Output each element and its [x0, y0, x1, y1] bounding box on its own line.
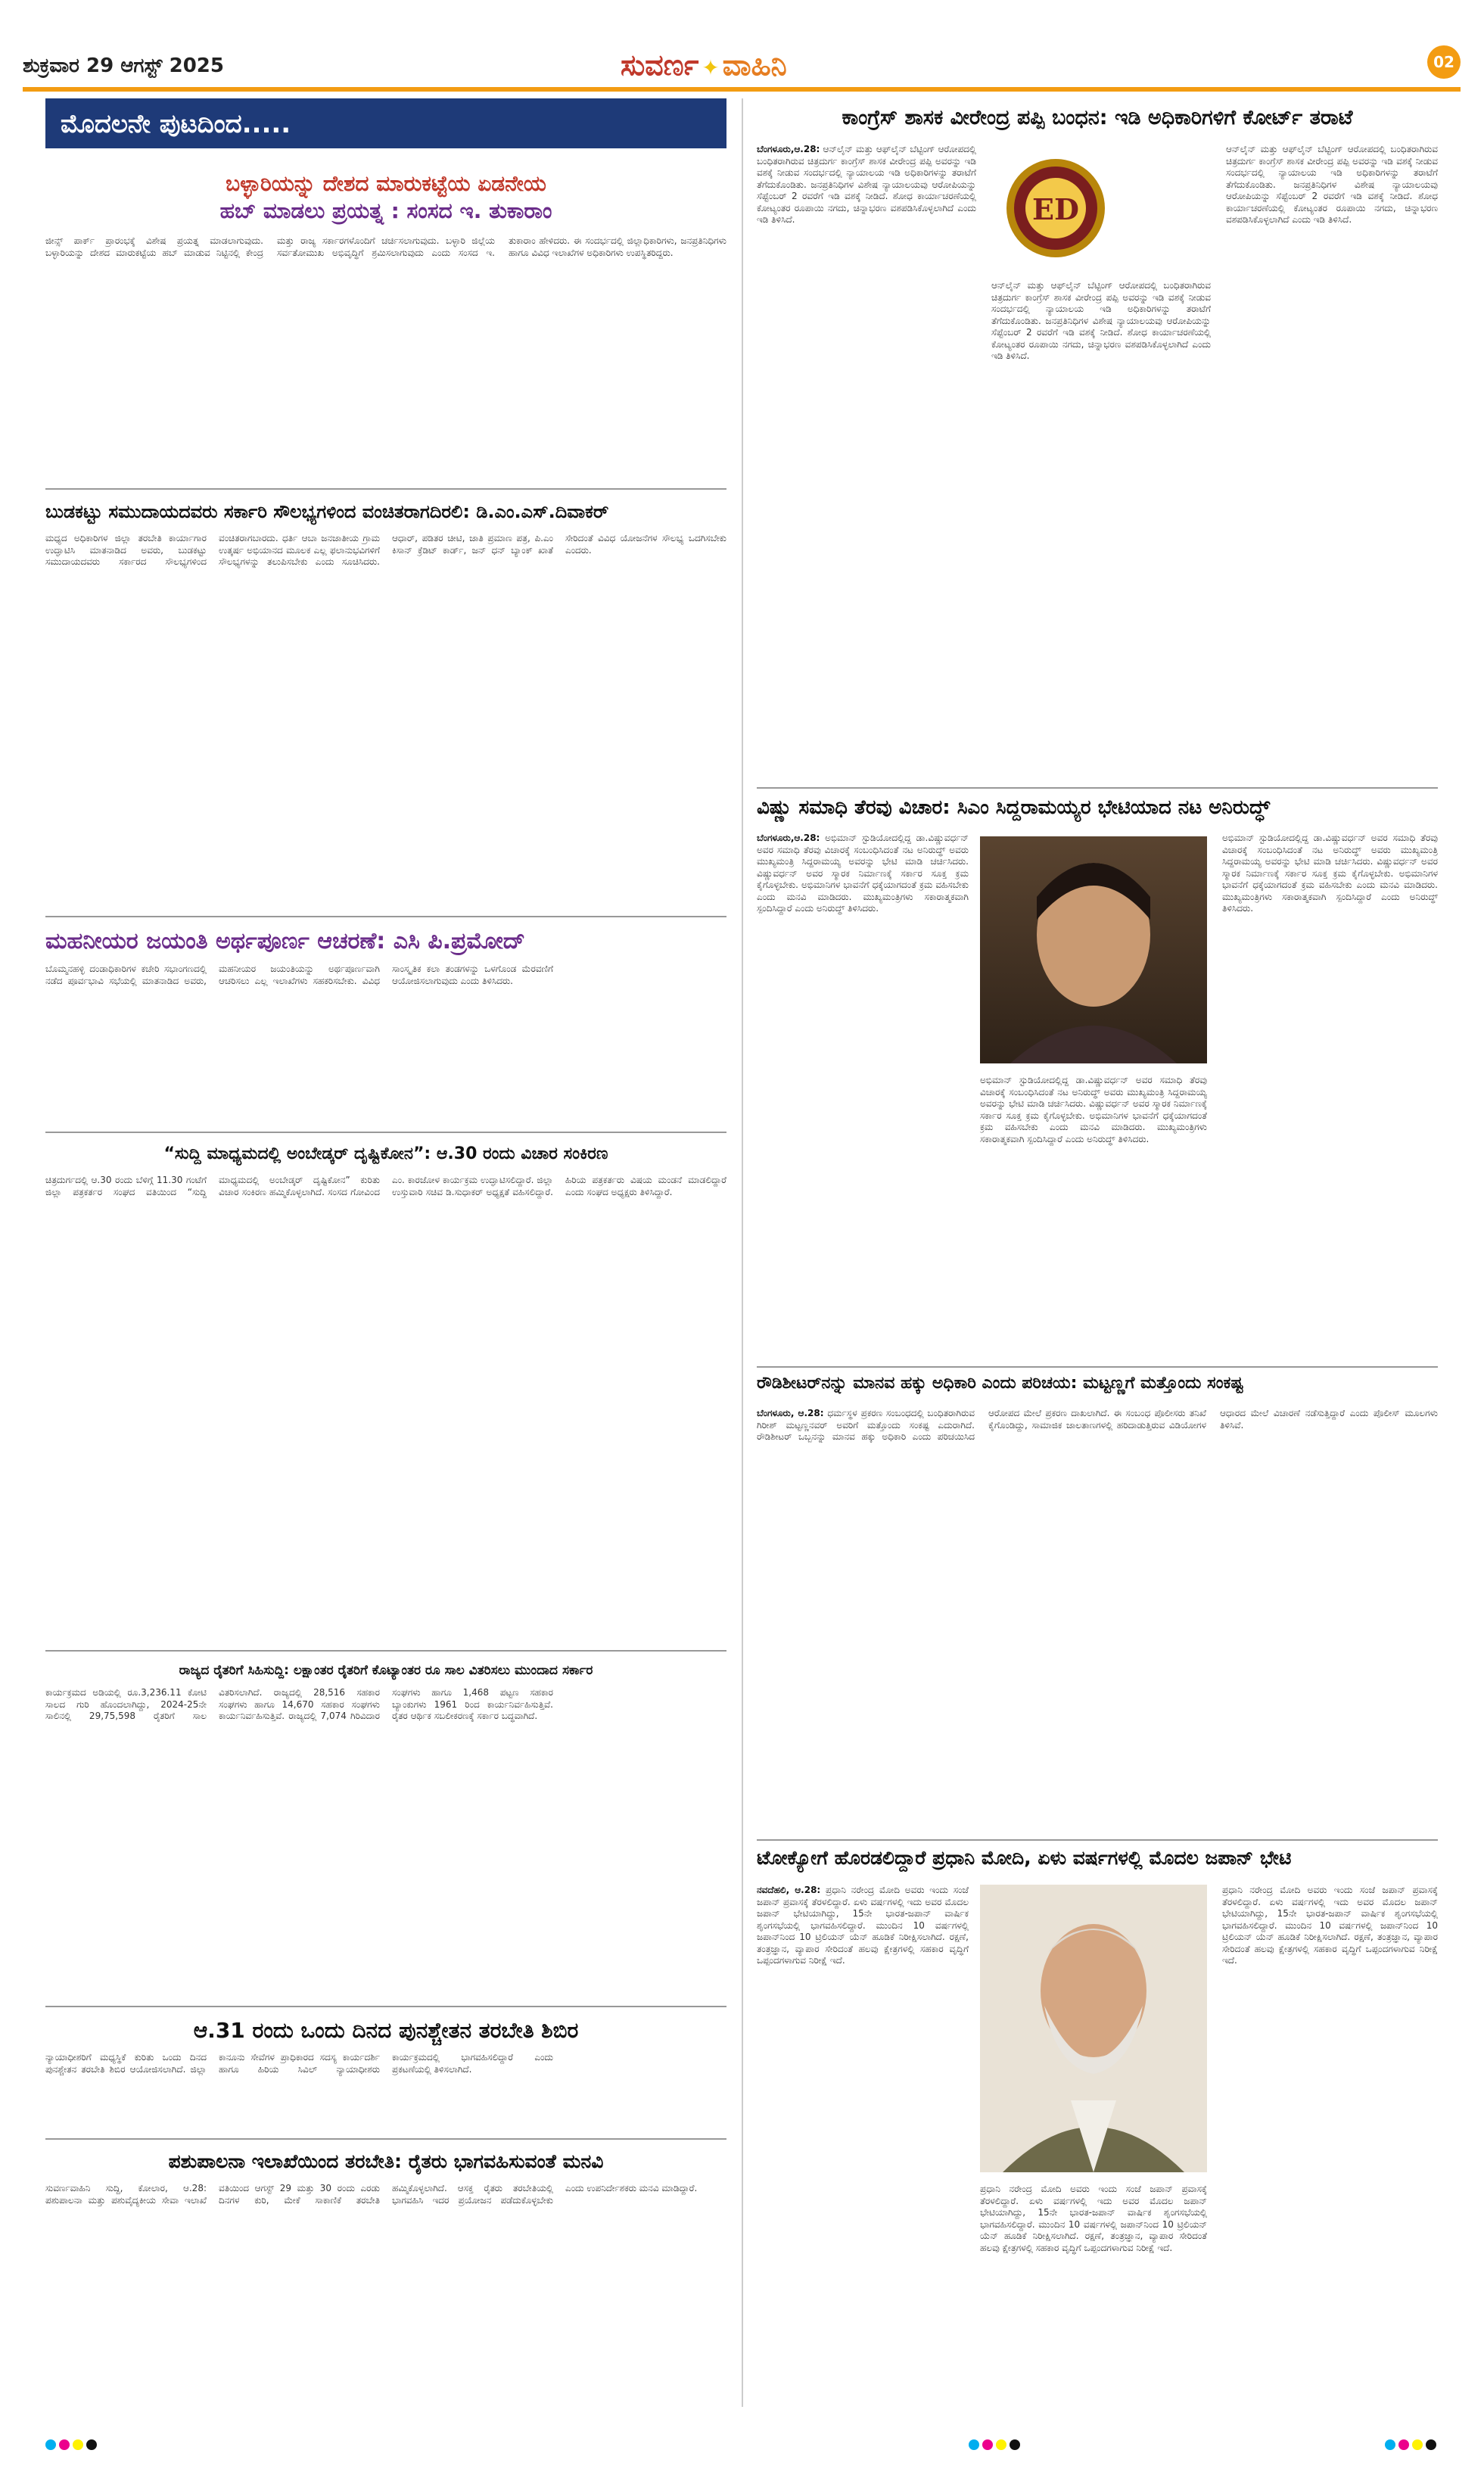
article-body: ನ್ಯಾಯಾಧೀಶರಿಗೆ ಮಧ್ಯಸ್ಥಿಕೆ ಕುರಿತು ಒಂದು ದಿನದ ಪುನಶ್ಚೇತನ ತರಬೇತಿ ಶಿಬಿರ ಆಯೋಜಿಸಲಾಗಿದೆ. ಜಿಲ್ಲಾ ಕಾನೂನು ಸೇವೆಗಳ ಪ್ರಾಧಿಕಾರದ ಸದಸ್ಯ ಕಾರ್ಯದರ್ಶಿ ಹಾಗೂ ಹಿರಿಯ ಸಿವಿಲ್ ನ್ಯಾಯಾಧೀಶರು ಕಾರ್ಯಕ್ರಮದಲ್ಲಿ ಭಾಗವಹಿಸಲಿದ್ದಾರೆ ಎಂದು ಪ್ರಕಟಣೆಯಲ್ಲಿ ತಿಳಿಸಲಾಗಿದೆ.	[45, 2052, 553, 2075]
article-body-continued: ಪ್ರಧಾನಿ ನರೇಂದ್ರ ಮೋದಿ ಅವರು ಇಂದು ಸಂಜೆ ಜಪಾನ್ ಪ್ರವಾಸಕ್ಕೆ ತೆರಳಲಿದ್ದಾರೆ. ಏಳು ವರ್ಷಗಳಲ್ಲಿ ಇದು ಅವರ ಮೊದಲ ಜಪಾನ್ ಭೇಟಿಯಾಗಿದ್ದು, 15ನೇ ಭಾರತ-ಜಪಾನ್ ವಾರ್ಷಿಕ ಶೃಂಗಸಭೆಯಲ್ಲಿ ಭಾಗವಹಿಸಲಿದ್ದಾರೆ. ಮುಂದಿನ 10 ವರ್ಷಗಳಲ್ಲಿ ಜಪಾನ್‌ನಿಂದ 10 ಟ್ರಿಲಿಯನ್ ಯೆನ್ ಹೂಡಿಕೆ ನಿರೀಕ್ಷಿಸಲಾಗಿದೆ. ರಕ್ಷಣೆ, ತಂತ್ರಜ್ಞಾನ, ವ್ಯಾಪಾರ ಸೇರಿದಂತೆ ಹಲವು ಕ್ಷೇತ್ರಗಳಲ್ಲಿ ಸಹಕಾರ ವೃದ್ಧಿಗೆ ಒಪ್ಪಂದಗಳಾಗುವ ನಿರೀಕ್ಷೆ ಇದೆ.	[1222, 1885, 1438, 1966]
article-body-continued: ಅಭಿಮಾನ್ ಸ್ಟುಡಿಯೋದಲ್ಲಿದ್ದ ಡಾ.ವಿಷ್ಣುವರ್ಧನ್ ಅವರ ಸಮಾಧಿ ತೆರವು ವಿಚಾರಕ್ಕೆ ಸಂಬಂಧಿಸಿದಂತೆ ನಟ ಅನಿರುದ್ಧ್ ಅವರು ಮುಖ್ಯಮಂತ್ರಿ ಸಿದ್ದರಾಮಯ್ಯ ಅವರನ್ನು ಭೇಟಿ ಮಾಡಿ ಚರ್ಚಿಸಿದರು. ವಿಷ್ಣುವರ್ಧನ್ ಅವರ ಸ್ಮಾರಕ ನಿರ್ಮಾಣಕ್ಕೆ ಸರ್ಕಾರ ಸೂಕ್ತ ಕ್ರಮ ಕೈಗೊಳ್ಳಬೇಕು. ಅಭಿಮಾನಿಗಳ ಭಾವನೆಗೆ ಧಕ್ಕೆಯಾಗದಂತೆ ಕ್ರಮ ವಹಿಸಬೇಕು ಎಂದು ಮನವಿ ಮಾಡಿದರು. ಮುಖ್ಯಮಂತ್ರಿಗಳು ಸಕಾರಾತ್ಮಕವಾಗಿ ಸ್ಪಂದಿಸಿದ್ದಾರೆ ಎಂದು ಅನಿರುದ್ಧ್ ತಿಳಿಸಿದರು.	[980, 1075, 1207, 1144]
page-number-badge: 02	[1427, 45, 1461, 79]
article-ambedkar-seminar	[45, 1143, 726, 1659]
article-headline: ಆ.31 ರಂದು ಒಂದು ದಿನದ ಪುನಶ್ಚೇತನ ತರಬೇತಿ ಶಿಬಿರ	[193, 2018, 579, 2043]
article-headline: ಮಹನೀಯರ ಜಯಂತಿ ಅರ್ಥಪೂರ್ಣ ಆಚರಣೆ: ಎಸಿ ಪಿ.ಪ್ರಮೋದ್	[45, 928, 525, 954]
bird-icon: ✦	[702, 55, 720, 80]
divider	[757, 787, 1438, 789]
yellow-dot	[996, 2439, 1006, 2450]
divider	[45, 916, 726, 917]
magenta-dot	[1398, 2439, 1409, 2450]
article-tribal-benefits	[45, 500, 726, 934]
cyan-dot	[1385, 2439, 1395, 2450]
article-body-continued: ಅಭಿಮಾನ್ ಸ್ಟುಡಿಯೋದಲ್ಲಿದ್ದ ಡಾ.ವಿಷ್ಣುವರ್ಧನ್ ಅವರ ಸಮಾಧಿ ತೆರವು ವಿಚಾರಕ್ಕೆ ಸಂಬಂಧಿಸಿದಂತೆ ನಟ ಅನಿರುದ್ಧ್ ಅವರು ಮುಖ್ಯಮಂತ್ರಿ ಸಿದ್ದರಾಮಯ್ಯ ಅವರನ್ನು ಭೇಟಿ ಮಾಡಿ ಚರ್ಚಿಸಿದರು. ವಿಷ್ಣುವರ್ಧನ್ ಅವರ ಸ್ಮಾರಕ ನಿರ್ಮಾಣಕ್ಕೆ ಸರ್ಕಾರ ಸೂಕ್ತ ಕ್ರಮ ಕೈಗೊಳ್ಳಬೇಕು. ಅಭಿಮಾನಿಗಳ ಭಾವನೆಗೆ ಧಕ್ಕೆಯಾಗದಂತೆ ಕ್ರಮ ವಹಿಸಬೇಕು ಎಂದು ಮನವಿ ಮಾಡಿದರು. ಮುಖ್ಯಮಂತ್ರಿಗಳು ಸಕಾರಾತ್ಮಕವಾಗಿ ಸ್ಪಂದಿಸಿದ್ದಾರೆ ಎಂದು ಅನಿರುದ್ಧ್ ತಿಳಿಸಿದರು.	[1222, 833, 1438, 914]
article-body-continued: ಆನ್‌ಲೈನ್ ಮತ್ತು ಆಫ್‌ಲೈನ್ ಬೆಟ್ಟಿಂಗ್ ಆರೋಪದಲ್ಲಿ ಬಂಧಿತರಾಗಿರುವ ಚಿತ್ರದುರ್ಗ ಕಾಂಗ್ರೆಸ್ ಶಾಸಕ ವೀರೇಂದ್ರ ಪಪ್ಪಿ ಅವರನ್ನು ಇಡಿ ವಶಕ್ಕೆ ನೀಡುವ ಸಂದರ್ಭದಲ್ಲಿ ನ್ಯಾಯಾಲಯ ಇಡಿ ಅಧಿಕಾರಿಗಳನ್ನು ತರಾಟೆಗೆ ತೆಗೆದುಕೊಂಡಿತು. ಜನಪ್ರತಿನಿಧಿಗಳ ವಿಶೇಷ ನ್ಯಾಯಾಲಯವು ಆರೋಪಿಯನ್ನು ಸೆಪ್ಟೆಂಬರ್ 2 ರವರೆಗೆ ಇಡಿ ವಶಕ್ಕೆ ನೀಡಿದೆ. ಶೋಧ ಕಾರ್ಯಾಚರಣೆಯಲ್ಲಿ ಕೋಟ್ಯಂತರ ರೂಪಾಯಿ ನಗದು, ಚಿನ್ನಾಭರಣ ವಶಪಡಿಸಿಕೊಳ್ಳಲಾಗಿದೆ ಎಂದು ಇಡಿ ತಿಳಿಸಿದೆ.	[991, 280, 1211, 361]
masthead-rule	[23, 87, 1461, 92]
article-body	[757, 833, 969, 1355]
article-tukaram	[45, 170, 726, 409]
article-body: ಚಿತ್ರದುರ್ಗದಲ್ಲಿ ಆ.30 ರಂದು ಬೆಳಿಗ್ಗೆ 11.30 ಗಂಟೆಗೆ ಜಿಲ್ಲಾ ಪತ್ರಕರ್ತರ ಸಂಘದ ವತಿಯಿಂದ “ಸುದ್ದಿ ಮಾಧ್ಯಮದಲ್ಲಿ ಅಂಬೇಡ್ಕರ್ ದೃಷ್ಟಿಕೋನ” ಕುರಿತು ವಿಚಾರ ಸಂಕಿರಣ ಹಮ್ಮಿಕೊಳ್ಳಲಾಗಿದೆ. ಸಂಸದ ಗೋವಿಂದ ಎಂ. ಕಾರಜೋಳ ಕಾರ್ಯಕ್ರಮ ಉದ್ಘಾಟಿಸಲಿದ್ದಾರೆ. ಜಿಲ್ಲಾ ಉಸ್ತುವಾರಿ ಸಚಿವ ಡಿ.ಸುಧಾಕರ್ ಅಧ್ಯಕ್ಷತೆ ವಹಿಸಲಿದ್ದಾರೆ. ಹಿರಿಯ ಪತ್ರಕರ್ತರು ವಿಷಯ ಮಂಡನೆ ಮಾಡಲಿದ್ದಾರೆ ಎಂದು ಸಂಘದ ಅಧ್ಯಕ್ಷರು ತಿಳಿಸಿದ್ದಾರೆ.	[45, 1175, 726, 1197]
divider	[757, 1839, 1438, 1841]
article-headline: ರಾಜ್ಯದ ರೈತರಿಗೆ ಸಿಹಿಸುದ್ದಿ: ಲಕ್ಷಾಂತರ ರೈತರಿಗೆ ಕೊಟ್ಯಾಂತರ ರೂ ಸಾಲ ವಿತರಿಸಲು ಮುಂದಾದ ಸರ್ಕಾರ	[179, 1663, 593, 1678]
article-animal-husbandry	[45, 2150, 726, 2410]
article-body	[757, 144, 976, 500]
divider	[45, 488, 726, 490]
article-body: ಕಾರ್ಯಕ್ರಮದ ಅಡಿಯಲ್ಲಿ ರೂ.3,236.11 ಕೋಟಿ ಸಾಲದ ಗುರಿ ಹೊಂದಲಾಗಿದ್ದು, 2024-25ನೇ ಸಾಲಿನಲ್ಲಿ 29,75,598 ರೈತರಿಗೆ ಸಾಲ ವಿತರಿಸಲಾಗಿದೆ. ರಾಜ್ಯದಲ್ಲಿ 28,516 ಸಹಕಾರ ಸಂಘಗಳು ಹಾಗೂ 14,670 ಸಹಕಾರ ಸಂಘಗಳು ಕಾರ್ಯನಿರ್ವಹಿಸುತ್ತಿವೆ. ರಾಜ್ಯದಲ್ಲಿ 7,074 ಗಿರಿವಿದಾರ ಸಂಘಗಳು ಹಾಗೂ 1,468 ಪಟ್ಟಣ ಸಹಕಾರ ಬ್ಯಾಂಕುಗಳು 1961 ರಿಂದ ಕಾರ್ಯನಿರ್ವಹಿಸುತ್ತಿವೆ. ರೈತರ ಆರ್ಥಿಕ ಸಬಲೀಕರಣಕ್ಕೆ ಸರ್ಕಾರ ಬದ್ಧವಾಗಿದೆ.	[45, 1687, 553, 1721]
yellow-dot	[73, 2439, 83, 2450]
article-body: ಮಧ್ಯದ ಅಧಿಕಾರಿಗಳ ಜಿಲ್ಲಾ ತರಬೇತಿ ಕಾರ್ಯಾಗಾರ ಉದ್ಘಾಟಿಸಿ ಮಾತನಾಡಿದ ಅವರು, ಬುಡಕಟ್ಟು ಸಮುದಾಯದವರು ಸರ್ಕಾರದ ಸೌಲಭ್ಯಗಳಿಂದ ವಂಚಿತರಾಗಬಾರದು. ಧರ್ತಿ ಆಬಾ ಜನಜಾತೀಯ ಗ್ರಾಮ ಉತ್ಕರ್ಷ ಅಭಿಯಾನದ ಮೂಲಕ ಎಲ್ಲ ಫಲಾನುಭವಿಗಳಿಗೆ ಸೌಲಭ್ಯಗಳನ್ನು ತಲುಪಿಸಬೇಕು ಎಂದು ಸೂಚಿಸಿದರು. ಆಧಾರ್, ಪಡಿತರ ಚೀಟಿ, ಜಾತಿ ಪ್ರಮಾಣ ಪತ್ರ, ಪಿ.ಎಂ ಕಿಸಾನ್ ಕ್ರೆಡಿಟ್ ಕಾರ್ಡ್, ಜನ್ ಧನ್ ಬ್ಯಾಂಕ್ ಖಾತೆ ಸೇರಿದಂತೆ ವಿವಿಧ ಯೋಜನೆಗಳ ಸೌಲಭ್ಯ ಒದಗಿಸಬೇಕು ಎಂದರು.	[45, 533, 726, 567]
dateline: ನವದೆಹಲಿ, ಆ.28:	[757, 1885, 821, 1895]
ed-emblem-letters: ED	[1032, 192, 1079, 226]
article-body: ಸುವರ್ಣವಾಹಿನಿ ಸುದ್ದಿ, ಕೋಲಾರ, ಆ.28: ಪಶುಪಾಲನಾ ಮತ್ತು ಪಶುವೈದ್ಯಕೀಯ ಸೇವಾ ಇಲಾಖೆ ವತಿಯಿಂದ ಆಗಸ್ಟ್ 29 ಮತ್ತು 30 ರಂದು ಎರಡು ದಿನಗಳ ಕುರಿ, ಮೇಕೆ ಸಾಕಾಣಿಕೆ ತರಬೇತಿ ಹಮ್ಮಿಕೊಳ್ಳಲಾಗಿದೆ. ಆಸಕ್ತ ರೈತರು ತರಬೇತಿಯಲ್ಲಿ ಭಾಗವಹಿಸಿ ಇದರ ಪ್ರಯೋಜನ ಪಡೆದುಕೊಳ್ಳಬೇಕು ಎಂದು ಉಪನಿರ್ದೇಶಕರು ಮನವಿ ಮಾಡಿದ್ದಾರೆ.	[45, 2183, 698, 2206]
ed-emblem	[991, 151, 1120, 265]
dateline: ಬೆಂಗಳೂರು,ಆ.28:	[757, 144, 820, 154]
article-headline: ಟೋಕ್ಯೋಗೆ ಹೊರಡಲಿದ್ದಾರೆ ಪ್ರಧಾನಿ ಮೋದಿ, ಏಳು ವರ್ಷಗಳಲ್ಲಿ ಮೊದಲ ಜಪಾನ್ ಭೇಟಿ	[757, 1847, 1292, 1869]
pm-photo	[980, 1885, 1207, 2172]
cyan-dot	[969, 2439, 979, 2450]
article-vishnu-samadhi	[757, 833, 1438, 1362]
article-jayanti	[45, 927, 726, 1138]
article-headline: “ಸುದ್ದಿ ಮಾಧ್ಯಮದಲ್ಲಿ ಅಂಬೇಡ್ಕರ್ ದೃಷ್ಟಿಕೋನ”: ಆ.30 ರಂದು ವಿಚಾರ ಸಂಕಿರಣ	[163, 1144, 608, 1163]
section-band	[45, 98, 726, 148]
article-body-continued: ಆನ್‌ಲೈನ್ ಮತ್ತು ಆಫ್‌ಲೈನ್ ಬೆಟ್ಟಿಂಗ್ ಆರೋಪದಲ್ಲಿ ಬಂಧಿತರಾಗಿರುವ ಚಿತ್ರದುರ್ಗ ಕಾಂಗ್ರೆಸ್ ಶಾಸಕ ವೀರೇಂದ್ರ ಪಪ್ಪಿ ಅವರನ್ನು ಇಡಿ ವಶಕ್ಕೆ ನೀಡುವ ಸಂದರ್ಭದಲ್ಲಿ ನ್ಯಾಯಾಲಯ ಇಡಿ ಅಧಿಕಾರಿಗಳನ್ನು ತರಾಟೆಗೆ ತೆಗೆದುಕೊಂಡಿತು. ಜನಪ್ರತಿನಿಧಿಗಳ ವಿಶೇಷ ನ್ಯಾಯಾಲಯವು ಆರೋಪಿಯನ್ನು ಸೆಪ್ಟೆಂಬರ್ 2 ರವರೆಗೆ ಇಡಿ ವಶಕ್ಕೆ ನೀಡಿದೆ. ಶೋಧ ಕಾರ್ಯಾಚರಣೆಯಲ್ಲಿ ಕೋಟ್ಯಂತರ ರೂಪಾಯಿ ನಗದು, ಚಿನ್ನಾಭರಣ ವಶಪಡಿಸಿಕೊಳ್ಳಲಾಗಿದೆ ಎಂದು ಇಡಿ ತಿಳಿಸಿದೆ.	[1226, 144, 1438, 225]
divider	[757, 1366, 1438, 1368]
registration-marks	[45, 2439, 100, 2451]
article-headline: ಪಶುಪಾಲನಾ ಇಲಾಖೆಯಿಂದ ತರಬೇತಿ: ರೈತರು ಭಾಗವಹಿಸುವಂತೆ ಮನವಿ	[168, 2150, 604, 2172]
black-dot	[86, 2439, 97, 2450]
logo-text-part1: ಸುವರ್ಣ	[621, 48, 699, 82]
registration-marks	[969, 2439, 1023, 2451]
article-headline-line2: ಹಬ್ ಮಾಡಲು ಪ್ರಯತ್ನ : ಸಂಸದ ಇ. ತುಕಾರಾಂ	[219, 198, 552, 223]
article-training-camp	[45, 2017, 726, 2135]
black-dot	[1010, 2439, 1020, 2450]
article-text: ಧರ್ಮಸ್ಥಳ ಪ್ರಕರಣ ಸಂಬಂಧದಲ್ಲಿ ಬಂಧಿತರಾಗಿರುವ ಗಿರೀಶ್ ಮಟ್ಟಣ್ಣನವರ್ ಅವರಿಗೆ ಮತ್ತೊಂದು ಸಂಕಷ್ಟ ಎದುರಾಗಿದೆ. ರೌಡಿಶೀಟರ್ ಒಬ್ಬನನ್ನು ಮಾನವ ಹಕ್ಕು ಅಧಿಕಾರಿ ಎಂದು ಪರಿಚಯಿಸಿದ ಆರೋಪದ ಮೇಲೆ ಪ್ರಕರಣ ದಾಖಲಾಗಿದೆ. ಈ ಸಂಬಂಧ ಪೊಲೀಸರು ತನಿಖೆ ಕೈಗೊಂಡಿದ್ದು, ಸಾಮಾಜಿಕ ಜಾಲತಾಣಗಳಲ್ಲಿ ಹರಿದಾಡುತ್ತಿರುವ ವಿಡಿಯೋಗಳ ಆಧಾರದ ಮೇಲೆ ವಿಚಾರಣೆ ನಡೆಸುತ್ತಿದ್ದಾರೆ ಎಂದು ಪೊಲೀಸ್ ಮೂಲಗಳು ತಿಳಿಸಿವೆ.	[757, 1408, 1438, 1442]
article-human-rights	[757, 1408, 1438, 1832]
article-body: ಬೊಮ್ಮನಹಳ್ಳಿ ದಂಡಾಧಿಕಾರಿಗಳ ಕಚೇರಿ ಸಭಾಂಗಣದಲ್ಲಿ ನಡೆದ ಪೂರ್ವಭಾವಿ ಸಭೆಯಲ್ಲಿ ಮಾತನಾಡಿದ ಅವರು, ಮಹನೀಯರ ಜಯಂತಿಯನ್ನು ಅರ್ಥಪೂರ್ಣವಾಗಿ ಆಚರಿಸಲು ಎಲ್ಲ ಇಲಾಖೆಗಳು ಸಹಕರಿಸಬೇಕು. ವಿವಿಧ ಸಾಂಸ್ಕೃತಿಕ ಕಲಾ ತಂಡಗಳನ್ನು ಒಳಗೊಂಡ ಮೆರವಣಿಗೆ ಆಯೋಜಿಸಲಾಗುವುದು ಎಂದು ತಿಳಿಸಿದರು.	[45, 964, 553, 986]
issue-date: ಶುಕ್ರವಾರ 29 ಆಗಸ್ಟ್ 2025	[23, 54, 224, 77]
magenta-dot	[982, 2439, 993, 2450]
column-separator	[742, 98, 743, 2407]
dateline: ಬೆಂಗಳೂರು,ಆ.28:	[757, 833, 820, 843]
section-band-title: ಮೊದಲನೇ ಪುಟದಿಂದ.....	[61, 109, 291, 139]
article-farmers-loan	[45, 1661, 726, 2013]
newspaper-logo	[621, 48, 787, 83]
divider	[45, 2138, 726, 2140]
divider	[45, 2006, 726, 2007]
black-dot	[1426, 2439, 1436, 2450]
article-headline: ವಿಷ್ಣು ಸಮಾಧಿ ತೆರವು ವಿಚಾರ: ಸಿಎಂ ಸಿದ್ದರಾಮಯ್ಯರ ಭೇಟಿಯಾದ ನಟ ಅನಿರುದ್ಧ್	[757, 796, 1271, 819]
masthead	[23, 45, 1461, 83]
actor-photo	[980, 836, 1207, 1063]
article-body-continued: ಪ್ರಧಾನಿ ನರೇಂದ್ರ ಮೋದಿ ಅವರು ಇಂದು ಸಂಜೆ ಜಪಾನ್ ಪ್ರವಾಸಕ್ಕೆ ತೆರಳಲಿದ್ದಾರೆ. ಏಳು ವರ್ಷಗಳಲ್ಲಿ ಇದು ಅವರ ಮೊದಲ ಜಪಾನ್ ಭೇಟಿಯಾಗಿದ್ದು, 15ನೇ ಭಾರತ-ಜಪಾನ್ ವಾರ್ಷಿಕ ಶೃಂಗಸಭೆಯಲ್ಲಿ ಭಾಗವಹಿಸಲಿದ್ದಾರೆ. ಮುಂದಿನ 10 ವರ್ಷಗಳಲ್ಲಿ ಜಪಾನ್‌ನಿಂದ 10 ಟ್ರಿಲಿಯನ್ ಯೆನ್ ಹೂಡಿಕೆ ನಿರೀಕ್ಷಿಸಲಾಗಿದೆ. ರಕ್ಷಣೆ, ತಂತ್ರಜ್ಞಾನ, ವ್ಯಾಪಾರ ಸೇರಿದಂತೆ ಹಲವು ಕ್ಷೇತ್ರಗಳಲ್ಲಿ ಸಹಕಾರ ವೃದ್ಧಿಗೆ ಒಪ್ಪಂದಗಳಾಗುವ ನಿರೀಕ್ಷೆ ಇದೆ.	[980, 2184, 1207, 2253]
article-body	[757, 1885, 969, 2399]
cyan-dot	[45, 2439, 56, 2450]
article-modi-japan	[757, 1885, 1438, 2407]
article-text: ಪ್ರಧಾನಿ ನರೇಂದ್ರ ಮೋದಿ ಅವರು ಇಂದು ಸಂಜೆ ಜಪಾನ್ ಪ್ರವಾಸಕ್ಕೆ ತೆರಳಲಿದ್ದಾರೆ. ಏಳು ವರ್ಷಗಳಲ್ಲಿ ಇದು ಅವರ ಮೊದಲ ಜಪಾನ್ ಭೇಟಿಯಾಗಿದ್ದು, 15ನೇ ಭಾರತ-ಜಪಾನ್ ವಾರ್ಷಿಕ ಶೃಂಗಸಭೆಯಲ್ಲಿ ಭಾಗವಹಿಸಲಿದ್ದಾರೆ. ಮುಂದಿನ 10 ವರ್ಷಗಳಲ್ಲಿ ಜಪಾನ್‌ನಿಂದ 10 ಟ್ರಿಲಿಯನ್ ಯೆನ್ ಹೂಡಿಕೆ ನಿರೀಕ್ಷಿಸಲಾಗಿದೆ. ರಕ್ಷಣೆ, ತಂತ್ರಜ್ಞಾನ, ವ್ಯಾಪಾರ ಸೇರಿದಂತೆ ಹಲವು ಕ್ಷೇತ್ರಗಳಲ್ಲಿ ಸಹಕಾರ ವೃದ್ಧಿಗೆ ಒಪ್ಪಂದಗಳಾಗುವ ನಿರೀಕ್ಷೆ ಇದೆ.	[757, 1885, 969, 1966]
registration-marks	[1385, 2439, 1439, 2451]
article-text: ಆನ್‌ಲೈನ್ ಮತ್ತು ಆಫ್‌ಲೈನ್ ಬೆಟ್ಟಿಂಗ್ ಆರೋಪದಲ್ಲಿ ಬಂಧಿತರಾಗಿರುವ ಚಿತ್ರದುರ್ಗ ಕಾಂಗ್ರೆಸ್ ಶಾಸಕ ವೀರೇಂದ್ರ ಪಪ್ಪಿ ಅವರನ್ನು ಇಡಿ ವಶಕ್ಕೆ ನೀಡುವ ಸಂದರ್ಭದಲ್ಲಿ ನ್ಯಾಯಾಲಯ ಇಡಿ ಅಧಿಕಾರಿಗಳನ್ನು ತರಾಟೆಗೆ ತೆಗೆದುಕೊಂಡಿತು. ಜನಪ್ರತಿನಿಧಿಗಳ ವಿಶೇಷ ನ್ಯಾಯಾಲಯವು ಆರೋಪಿಯನ್ನು ಸೆಪ್ಟೆಂಬರ್ 2 ರವರೆಗೆ ಇಡಿ ವಶಕ್ಕೆ ನೀಡಿದೆ. ಶೋಧ ಕಾರ್ಯಾಚರಣೆಯಲ್ಲಿ ಕೋಟ್ಯಂತರ ರೂಪಾಯಿ ನಗದು, ಚಿನ್ನಾಭರಣ ವಶಪಡಿಸಿಕೊಳ್ಳಲಾಗಿದೆ ಎಂದು ಇಡಿ ತಿಳಿಸಿದೆ.	[757, 144, 976, 225]
article-headline: ರೌಡಿಶೀಟರ್‌ನನ್ನು ಮಾನವ ಹಕ್ಕು ಅಧಿಕಾರಿ ಎಂದು ಪರಿಚಯ: ಮಟ್ಟಣ್ಣಗೆ ಮತ್ತೊಂದು ಸಂಕಷ್ಟ	[757, 1374, 1243, 1393]
yellow-dot	[1412, 2439, 1423, 2450]
magenta-dot	[59, 2439, 70, 2450]
article-body: ಜೀನ್ಸ್ ಪಾರ್ಕ್ ಪ್ರಾರಂಭಕ್ಕೆ ವಿಶೇಷ ಪ್ರಯತ್ನ ಮಾಡಲಾಗುವುದು. ಬಳ್ಳಾರಿಯನ್ನು ದೇಶದ ಮಾರುಕಟ್ಟೆಯ ಹಬ್ ಮಾಡುವ ನಿಟ್ಟಿನಲ್ಲಿ ಕೇಂದ್ರ ಮತ್ತು ರಾಜ್ಯ ಸರ್ಕಾರಗಳೊಂದಿಗೆ ಚರ್ಚಿಸಲಾಗುವುದು. ಬಳ್ಳಾರಿ ಜಿಲ್ಲೆಯ ಸರ್ವತೋಮುಖ ಅಭಿವೃದ್ಧಿಗೆ ಶ್ರಮಿಸಲಾಗುವುದು ಎಂದು ಸಂಸದ ಇ. ತುಕಾರಾಂ ಹೇಳಿದರು. ಈ ಸಂದರ್ಭದಲ್ಲಿ ಜಿಲ್ಲಾಧಿಕಾರಿಗಳು, ಜನಪ್ರತಿನಿಧಿಗಳು ಹಾಗೂ ವಿವಿಧ ಇಲಾಖೆಗಳ ಅಧಿಕಾರಿಗಳು ಉಪಸ್ಥಿತರಿದ್ದರು.	[45, 235, 726, 258]
article-text: ಅಭಿಮಾನ್ ಸ್ಟುಡಿಯೋದಲ್ಲಿದ್ದ ಡಾ.ವಿಷ್ಣುವರ್ಧನ್ ಅವರ ಸಮಾಧಿ ತೆರವು ವಿಚಾರಕ್ಕೆ ಸಂಬಂಧಿಸಿದಂತೆ ನಟ ಅನಿರುದ್ಧ್ ಅವರು ಮುಖ್ಯಮಂತ್ರಿ ಸಿದ್ದರಾಮಯ್ಯ ಅವರನ್ನು ಭೇಟಿ ಮಾಡಿ ಚರ್ಚಿಸಿದರು. ವಿಷ್ಣುವರ್ಧನ್ ಅವರ ಸ್ಮಾರಕ ನಿರ್ಮಾಣಕ್ಕೆ ಸರ್ಕಾರ ಸೂಕ್ತ ಕ್ರಮ ಕೈಗೊಳ್ಳಬೇಕು. ಅಭಿಮಾನಿಗಳ ಭಾವನೆಗೆ ಧಕ್ಕೆಯಾಗದಂತೆ ಕ್ರಮ ವಹಿಸಬೇಕು ಎಂದು ಮನವಿ ಮಾಡಿದರು. ಮುಖ್ಯಮಂತ್ರಿಗಳು ಸಕಾರಾತ್ಮಕವಾಗಿ ಸ್ಪಂದಿಸಿದ್ದಾರೆ ಎಂದು ಅನಿರುದ್ಧ್ ತಿಳಿಸಿದರು.	[757, 833, 969, 914]
article-headline: ಬಳ್ಳಾರಿಯನ್ನು ದೇಶದ ಮಾರುಕಟ್ಟೆಯ ಏಡನೇಯ	[226, 171, 546, 196]
divider	[45, 1132, 726, 1133]
article-headline: ಕಾಂಗ್ರೆಸ್ ಶಾಸಕ ವೀರೇಂದ್ರ ಪಪ್ಪಿ ಬಂಧನ: ಇಡಿ ಅಧಿಕಾರಿಗಳಿಗೆ ಕೋರ್ಟ್ ತರಾಟೆ	[842, 106, 1353, 129]
article-body	[757, 1408, 1438, 1832]
logo-text-part2: ವಾಹಿನಿ	[722, 48, 787, 82]
article-headline: ಬುಡಕಟ್ಟು ಸಮುದಾಯದವರು ಸರ್ಕಾರಿ ಸೌಲಭ್ಯಗಳಿಂದ ವಂಚಿತರಾಗದಿರಲಿ: ಡಿ.ಎಂ.ಎಸ್.ದಿವಾಕರ್	[45, 501, 609, 522]
dateline: ಬೆಂಗಳೂರು, ಆ.28:	[757, 1408, 824, 1418]
divider	[45, 1650, 726, 1652]
